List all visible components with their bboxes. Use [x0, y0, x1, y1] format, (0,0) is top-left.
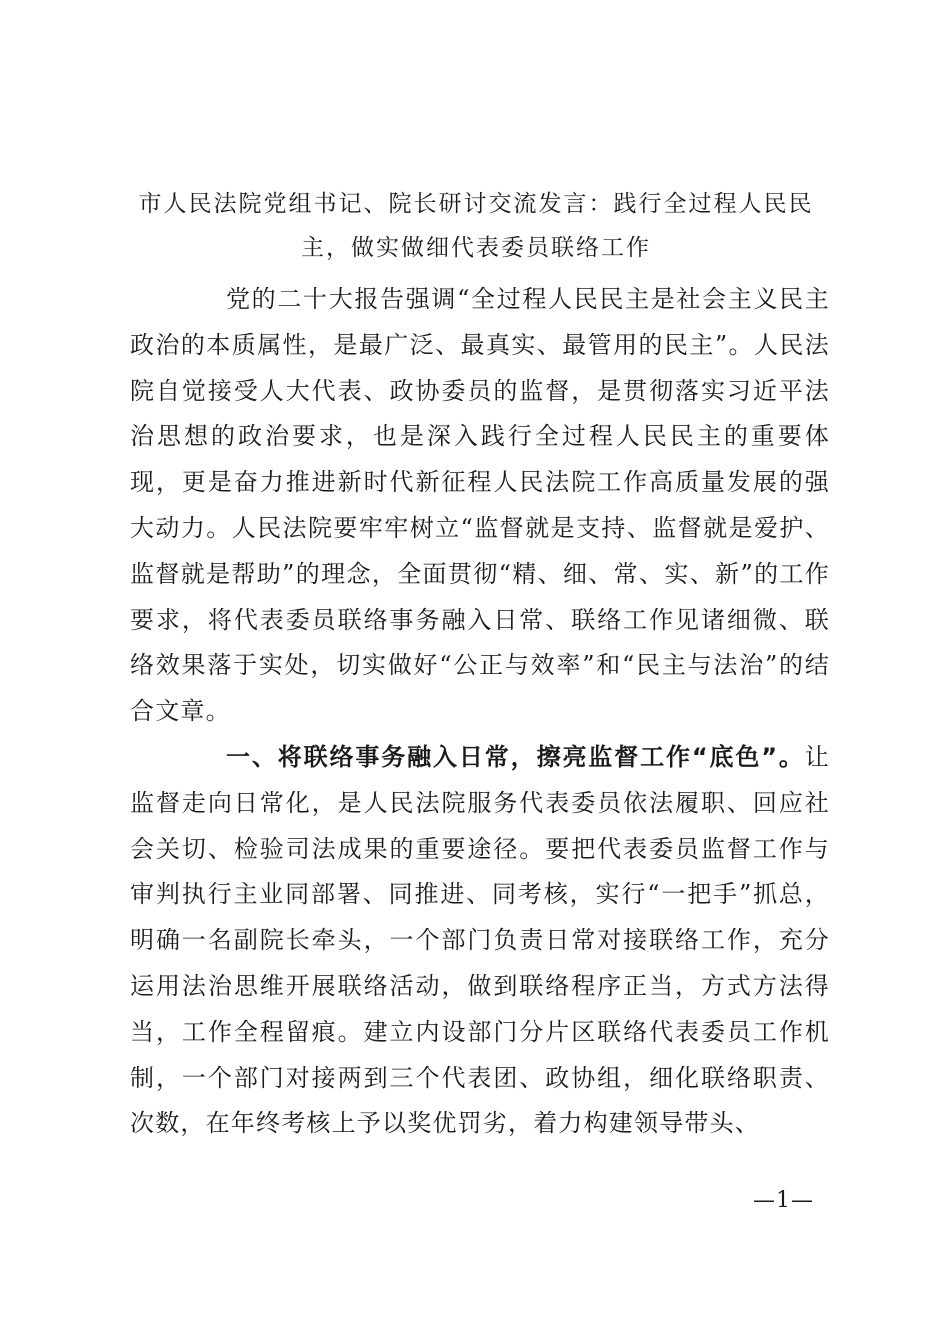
page-number: —1—	[753, 1188, 814, 1213]
section-1-heading: 一、将联络事务融入日常，擦亮监督工作“底色”。	[226, 743, 805, 771]
section-1-paragraph	[130, 735, 830, 1147]
document-title-line-2: 主，做实做细代表委员联络工作	[301, 235, 651, 261]
section-1-body: 让监督走向日常化，是人民法院服务代表委员依法履职、回应社会关切、检验司法成果的重要途径。要把代表委员监督工作与审判执行主业同部署、同推进、同考核，实行“一把手”抓总，明确一名副院长牵头，一个部门负责日常对接联络工作，充分运用法治思维开展联络活动，做到联络程序正当，方式方法得当，工作全程留痕。建立内设部门分片区联络代表委员工作机制，一个部门对接两到三个代表团、政协组，细化联络职责、次数，在年终考核上予以奖优罚劣，着力构建领导带头、	[130, 743, 830, 1138]
intro-paragraph: 党的二十大报告强调“全过程人民民主是社会主义民主政治的本质属性，是最广泛、最真实、最管用的民主”。人民法院自觉接受人大代表、政协委员的监督，是贯彻落实习近平法治思想的政治要求，也是深入践行全过程人民民主的重要体现，更是奋力推进新时代新征程人民法院工作高质量发展的强大动力。人民法院要牢牢树立“监督就是支持、监督就是爱护、监督就是帮助”的理念，全面贯彻“精、细、常、实、新”的工作要求，将代表委员联络事务融入日常、联络工作见诸细微、联络效果落于实处，切实做好“公正与效率”和“民主与法治”的结合文章。	[130, 285, 830, 726]
document-title-line-1: 市人民法院党组书记、院长研讨交流发言：践行全过程人民民	[138, 191, 814, 217]
